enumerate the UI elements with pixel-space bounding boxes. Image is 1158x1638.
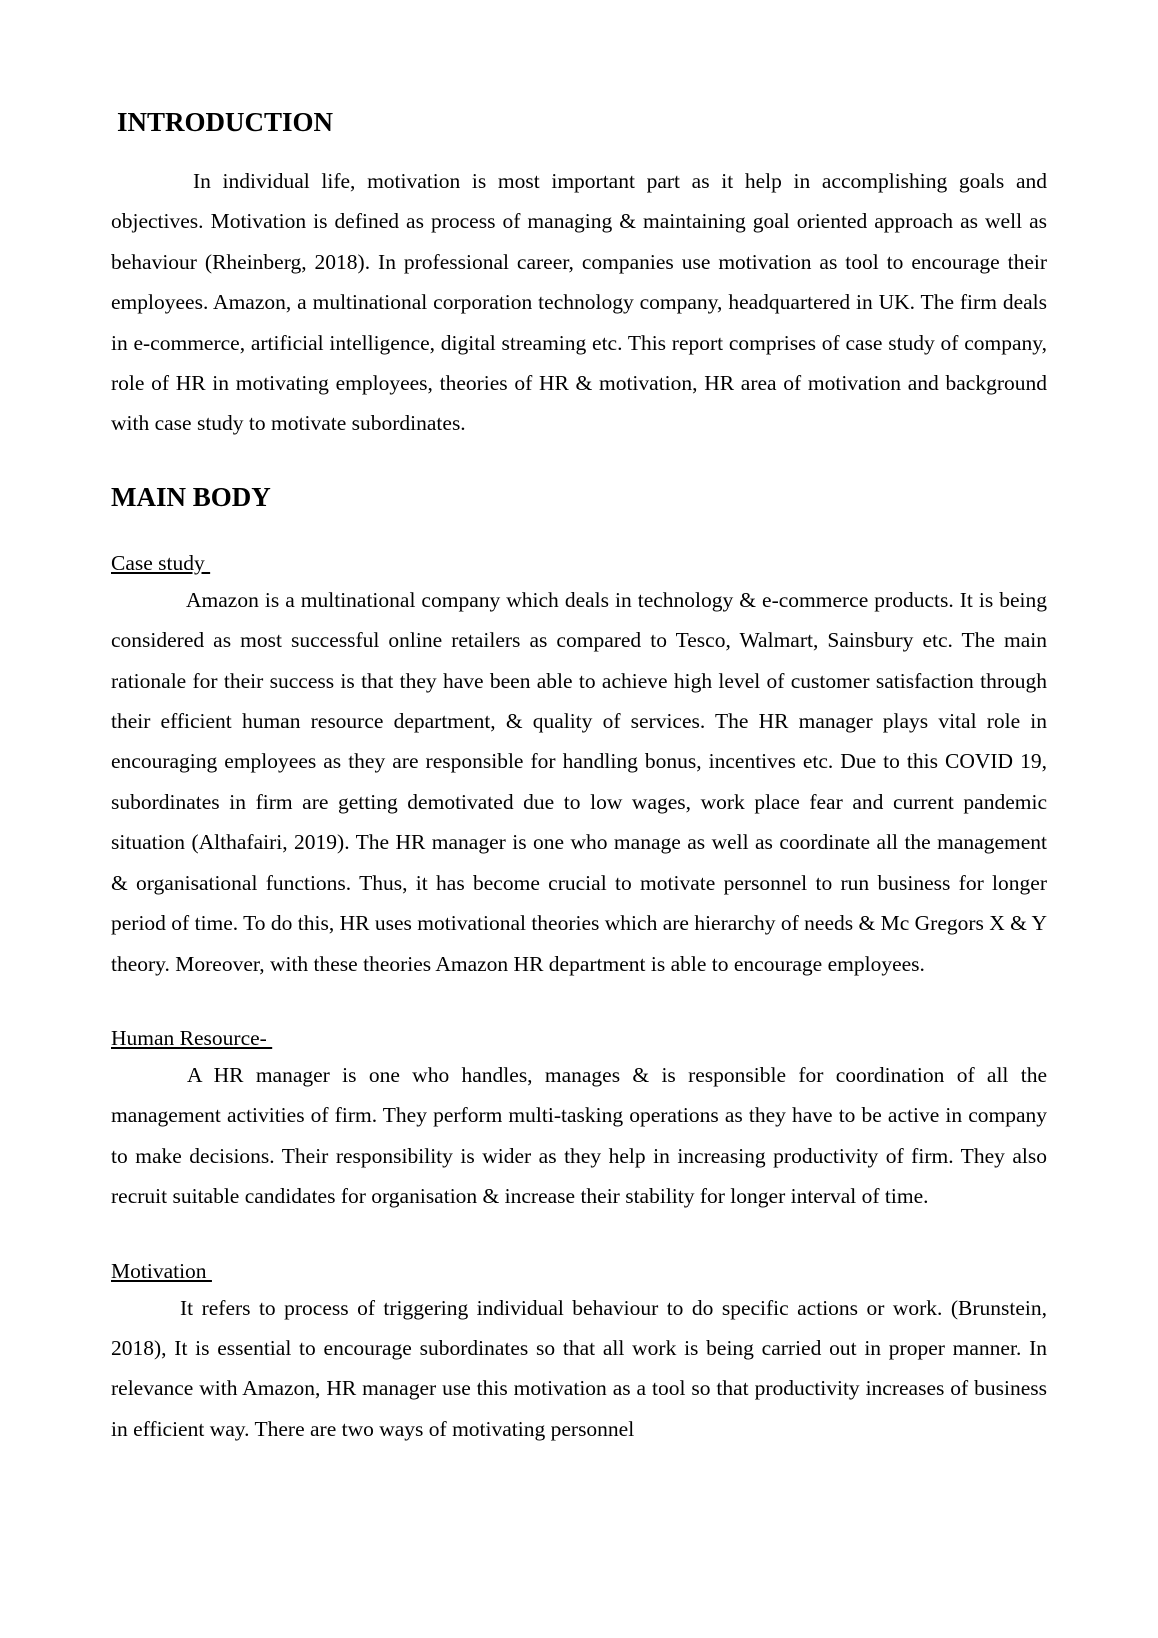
human-resource-paragraph: A HR manager is one who handles, manages & is responsible for coordination of all the management activities of firm. They perform multi-tasking operations as they have to be active in company to make decisions. Their responsibility is wider as they help in increasing productivity of firm. They also recruit suitable candidates for organisation & increase their stability for longer interval of time. — [111, 1062, 1047, 1209]
introduction-paragraph: In individual life, motivation is most important part as it help in accomplishing goals and objectives. Motivation is defined as process of managing & maintaining goal oriented approach as well as behaviour (Rheinberg, 2018). In professional career, companies use motivation as tool to encourage their employees. Amazon, a multinational corporation technology company, headquartered in UK. The firm deals in e-commerce, artificial intelligence, digital streaming etc. This report comprises of case study of company, role of HR in motivating employees, theories of HR & motivation, HR area of motivation and background with case study to motivate subordinates. — [111, 169, 1047, 436]
human-resource-subheading: Human Resource- — [111, 1025, 273, 1050]
motivation-paragraph: It refers to process of triggering individual behaviour to do specific actions or work. (Brunstein, 2018), It is essential to encourage subordinates so that all work is being carried out in proper manner. In relevance with Amazon, HR manager use this motivation as a tool so that productivity increases of business in efficient way. There are two ways of motivating personnel — [111, 1295, 1047, 1441]
main-body-heading: MAIN BODY — [111, 481, 271, 512]
introduction-heading: INTRODUCTION — [117, 107, 334, 137]
case-study-subheading: Case study — [111, 550, 211, 575]
case-study-paragraph: Amazon is a multinational company which deals in technology & e-commerce products. It is being considered as most successful online retailers as compared to Tesco, Walmart, Sainsbury etc. The main rationale for their success is that they have been able to achieve high level of customer satisfaction through their efficient human resource department, & quality of services. The HR manager plays vital role in encouraging employees as they are responsible for handling bonus, incentives etc. Due to this COVID 19, subordinates in firm are getting demotivated due to low wages, work place fear and current pandemic situation (Althafairi, 2019). The HR manager is one who manage as well as coordinate all the management & organisational functions. Thus, it has become crucial to motivate personnel to run business for longer period of time. To do this, HR uses motivational theories which are hierarchy of needs & Mc Gregors X & Y theory. Moreover, with these theories Amazon HR department is able to encourage employees. — [111, 587, 1047, 976]
motivation-subheading: Motivation — [111, 1258, 212, 1283]
